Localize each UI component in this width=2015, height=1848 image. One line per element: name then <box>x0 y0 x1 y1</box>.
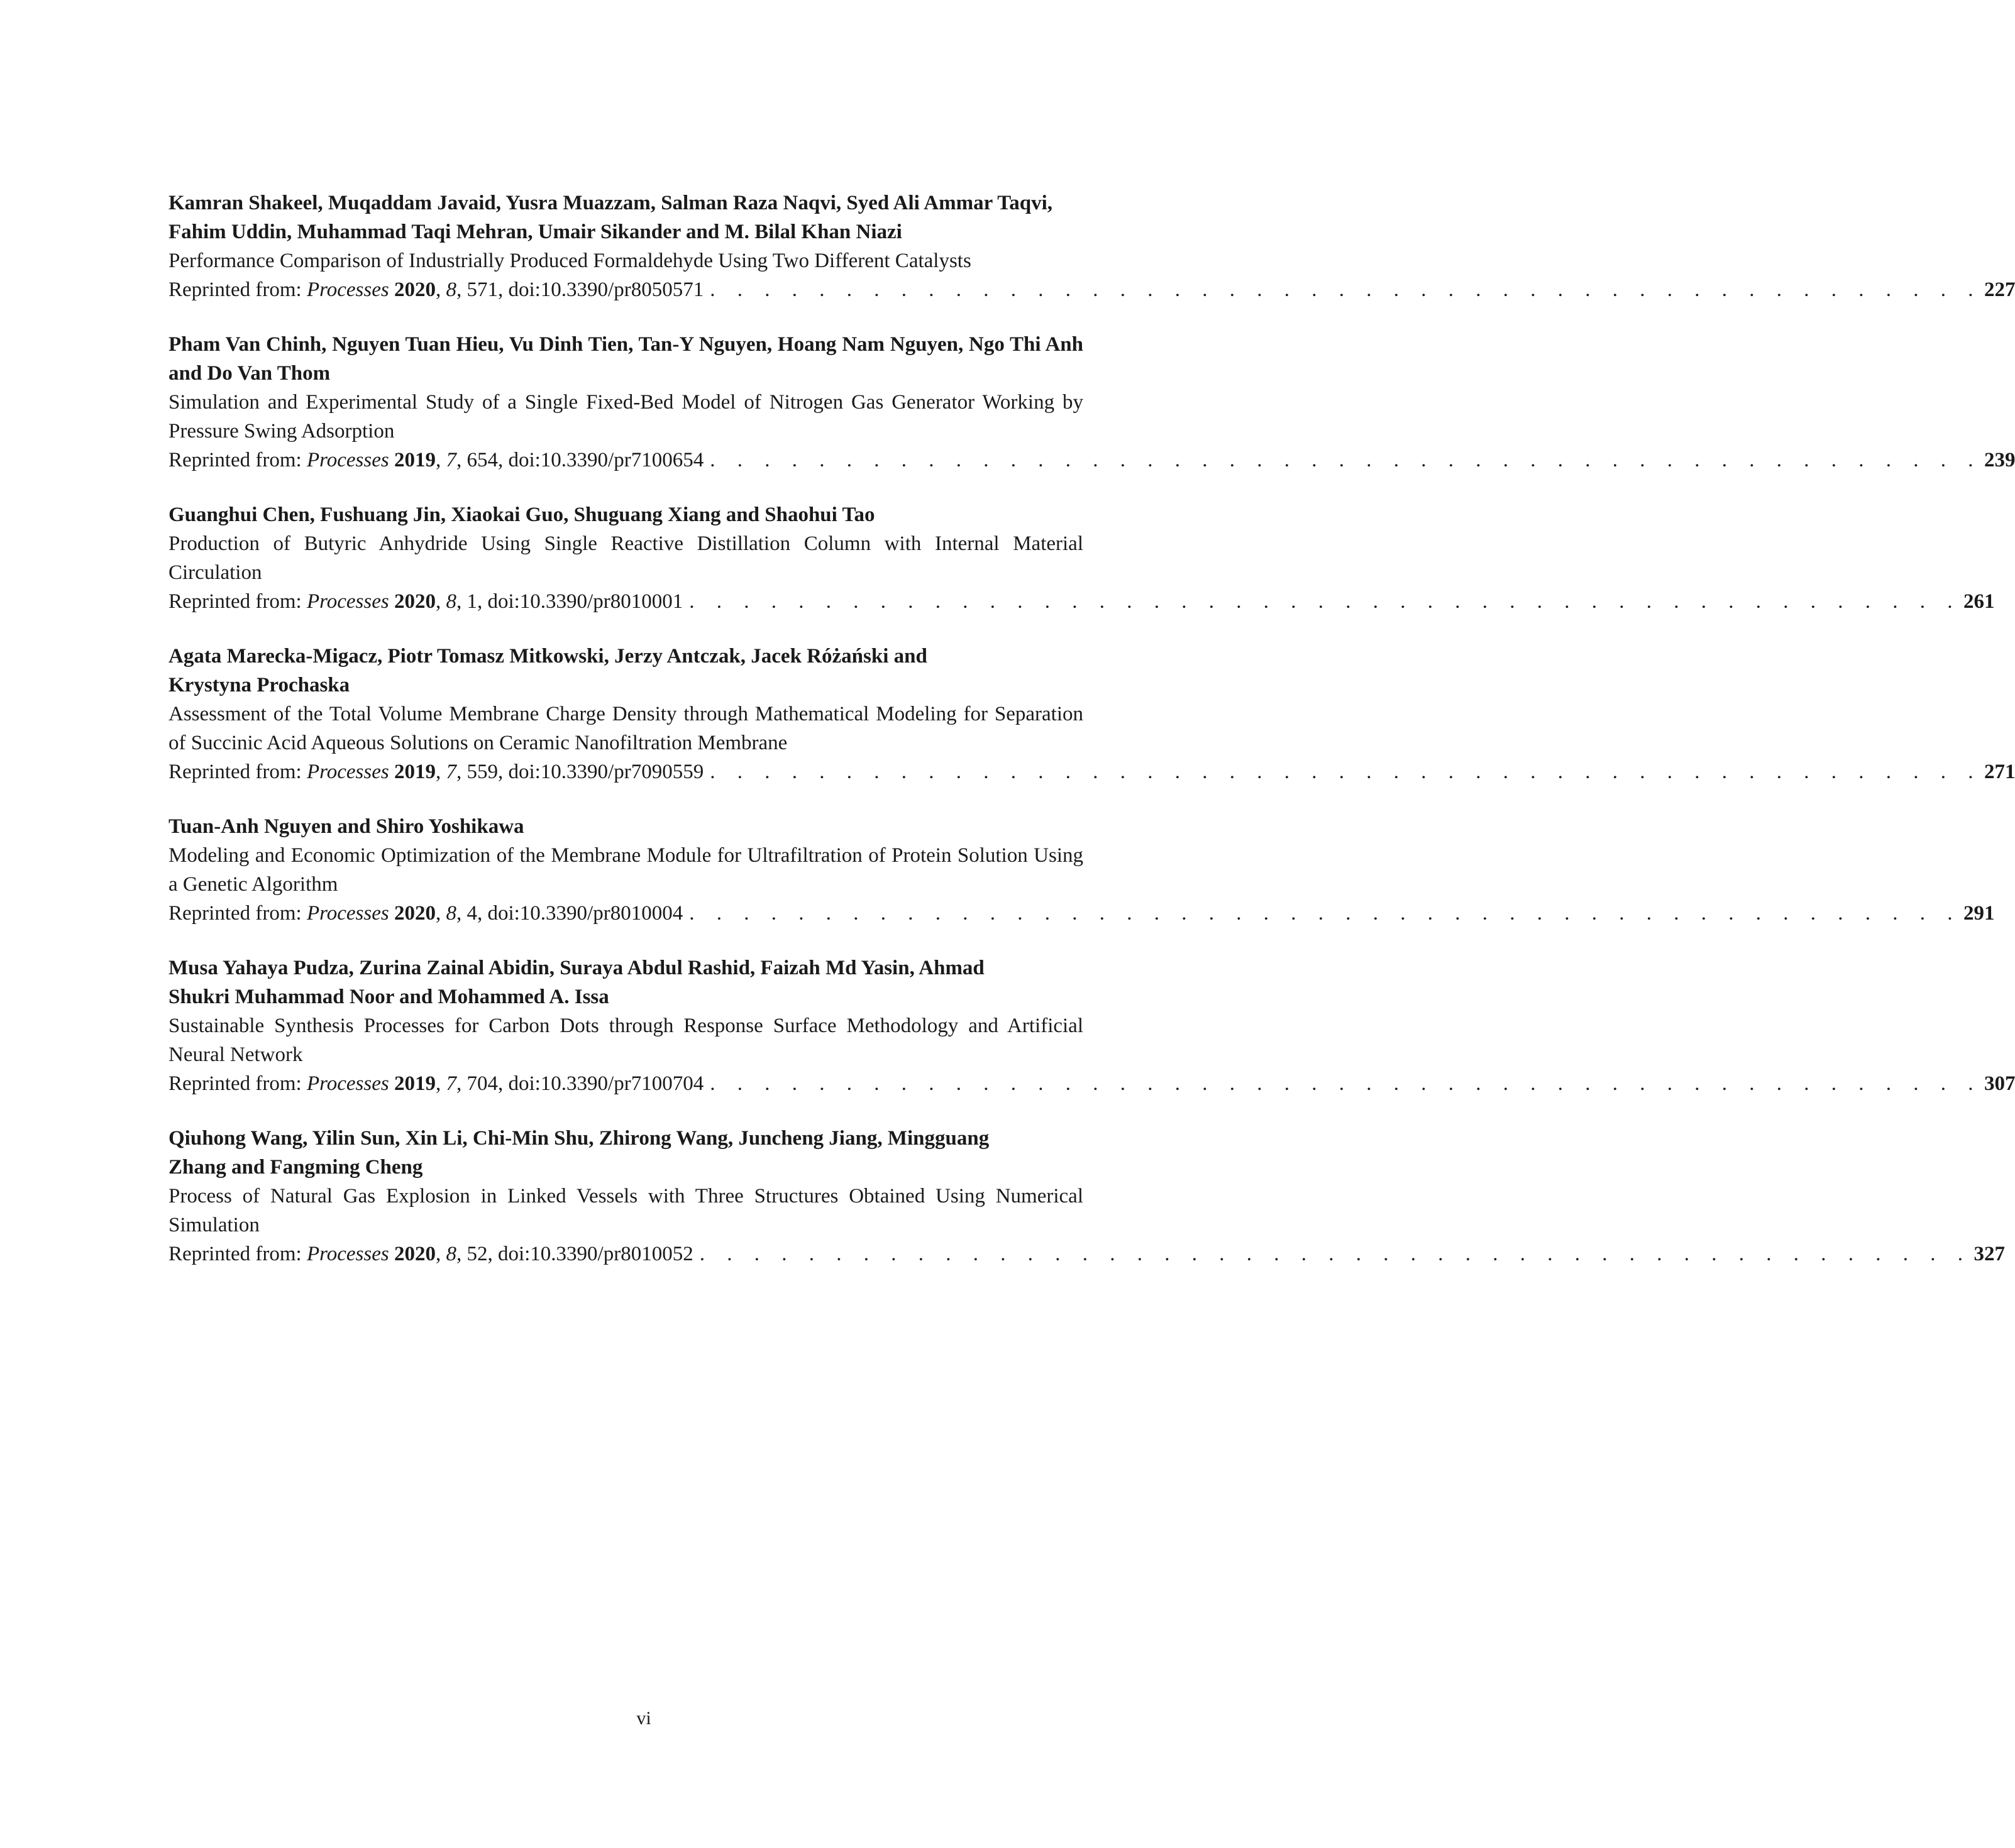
entry-title: Simulation and Experimental Study of a Single Fixed-Bed Model of Nitrogen Gas Generator Working by Pressure Swing Adsorption <box>168 391 1083 443</box>
citation-text: Reprinted from: Processes 2020, 8, 52, doi:10.3390/pr8010052 <box>168 1243 693 1265</box>
journal-year: 2020 <box>394 590 436 613</box>
dot-leader: . . . . . . . . . . . . . . . . . . . . . . . . . . . . . . . . . . . . . . . . . . . . . . . <box>689 590 1961 613</box>
dot-leader: . . . . . . . . . . . . . . . . . . . . . . . . . . . . . . . . . . . . . . . . . . . . . . . <box>710 1072 1982 1095</box>
toc-entry <box>168 189 2015 304</box>
doi-link[interactable]: doi:10.3390/pr8010001 <box>487 590 683 613</box>
toc-entry <box>168 954 2015 1098</box>
entry-citation <box>168 446 2015 475</box>
page-reference[interactable]: 327 <box>1974 1243 2005 1265</box>
page-reference[interactable]: 291 <box>1963 902 1995 925</box>
journal-volume: 7 <box>446 449 456 471</box>
toc-entry <box>168 642 2015 786</box>
entry-citation <box>168 899 1995 928</box>
journal-volume: 7 <box>446 1072 456 1095</box>
doi-link[interactable]: doi:10.3390/pr8050571 <box>508 278 704 301</box>
entry-authors: Pham Van Chinh, Nguyen Tuan Hieu, Vu Dinh Tien, Tan-Y Nguyen, Hoang Nam Nguyen, Ngo Thi Anh and Do Van Thom <box>168 333 1083 385</box>
citation-text: Reprinted from: Processes 2019, 7, 654, doi:10.3390/pr7100654 <box>168 449 704 471</box>
reprinted-from-label: Reprinted from: <box>168 761 302 783</box>
journal-year: 2020 <box>394 902 436 925</box>
doi-link[interactable]: doi:10.3390/pr7100704 <box>508 1072 704 1095</box>
journal-name: Processes <box>306 902 389 925</box>
entry-title: Sustainable Synthesis Processes for Carbon Dots through Response Surface Methodology and Artificial Neural Network <box>168 1015 1083 1066</box>
entry-authors: Kamran Shakeel, Muqaddam Javaid, Yusra Muazzam, Salman Raza Naqvi, Syed Ali Ammar Taqvi, Fahim Uddin, Muhammad Taqi Mehran, Umair Sikander and M. Bilal Khan Niazi <box>168 192 1053 243</box>
dot-leader: . . . . . . . . . . . . . . . . . . . . . . . . . . . . . . . . . . . . . . . . . . . . . . . <box>689 902 1961 925</box>
reprinted-from-label: Reprinted from: <box>168 278 302 301</box>
entry-title: Assessment of the Total Volume Membrane Charge Density through Mathematical Modeling for Separation of Succinic Acid Aqueous Solutions on Ceramic Nanofiltration Membrane <box>168 703 1083 754</box>
dot-leader: . . . . . . . . . . . . . . . . . . . . . . . . . . . . . . . . . . . . . . . . . . . . . . . <box>710 761 1982 783</box>
citation-text: Reprinted from: Processes 2020, 8, 1, doi:10.3390/pr8010001 <box>168 590 683 613</box>
entry-title: Performance Comparison of Industrially Produced Formaldehyde Using Two Different Catalysts <box>168 250 971 272</box>
journal-volume: 7 <box>446 761 456 783</box>
article-number: 654 <box>466 449 498 471</box>
dot-leader: . . . . . . . . . . . . . . . . . . . . . . . . . . . . . . . . . . . . . . . . . . . . . . . <box>710 449 1982 471</box>
journal-year: 2019 <box>394 1072 436 1095</box>
doi-link[interactable]: doi:10.3390/pr8010052 <box>497 1243 693 1265</box>
reprinted-from-label: Reprinted from: <box>168 1243 302 1265</box>
journal-name: Processes <box>306 1243 389 1265</box>
toc-entry <box>168 812 1995 928</box>
citation-text: Reprinted from: Processes 2020, 8, 571, doi:10.3390/pr8050571 <box>168 278 704 301</box>
table-of-contents <box>168 189 2015 1294</box>
journal-year: 2019 <box>394 449 436 471</box>
entry-title: Process of Natural Gas Explosion in Linked Vessels with Three Structures Obtained Using Numerical Simulation <box>168 1185 1083 1236</box>
entry-authors: Guanghui Chen, Fushuang Jin, Xiaokai Guo, Shuguang Xiang and Shaohui Tao <box>168 503 875 526</box>
toc-entry <box>168 500 1995 616</box>
article-number: 4 <box>466 902 477 925</box>
journal-name: Processes <box>306 590 389 613</box>
entry-citation <box>168 275 2015 304</box>
reprinted-from-label: Reprinted from: <box>168 902 302 925</box>
reprinted-from-label: Reprinted from: <box>168 1072 302 1095</box>
citation-text: Reprinted from: Processes 2020, 8, 4, doi:10.3390/pr8010004 <box>168 902 683 925</box>
entry-authors: Qiuhong Wang, Yilin Sun, Xin Li, Chi-Min Shu, Zhirong Wang, Juncheng Jiang, Mingguang Zhang and Fangming Cheng <box>168 1127 990 1179</box>
entry-citation <box>168 587 1995 616</box>
page-reference[interactable]: 239 <box>1984 449 2015 471</box>
journal-year: 2019 <box>394 761 436 783</box>
toc-entry <box>168 330 2015 475</box>
entry-citation <box>168 1069 2015 1098</box>
journal-name: Processes <box>306 1072 389 1095</box>
reprinted-from-label: Reprinted from: <box>168 449 302 471</box>
article-number: 559 <box>466 761 498 783</box>
journal-volume: 8 <box>446 590 456 613</box>
page-reference[interactable]: 307 <box>1984 1072 2015 1095</box>
dot-leader: . . . . . . . . . . . . . . . . . . . . . . . . . . . . . . . . . . . . . . . . . . . . . . . <box>699 1243 1972 1265</box>
citation-text: Reprinted from: Processes 2019, 7, 559, doi:10.3390/pr7090559 <box>168 761 704 783</box>
entry-title: Modeling and Economic Optimization of the Membrane Module for Ultrafiltration of Protein Solution Using a Genetic Algorithm <box>168 844 1083 896</box>
entry-citation <box>168 757 2015 786</box>
entry-authors: Agata Marecka-Migacz, Piotr Tomasz Mitkowski, Jerzy Antczak, Jacek Różański and Krystyna Prochaska <box>168 645 927 696</box>
doi-link[interactable]: doi:10.3390/pr7100654 <box>508 449 704 471</box>
article-number: 52 <box>466 1243 488 1265</box>
journal-volume: 8 <box>446 902 456 925</box>
journal-year: 2020 <box>394 1243 436 1265</box>
doi-link[interactable]: doi:10.3390/pr7090559 <box>508 761 704 783</box>
entry-authors: Musa Yahaya Pudza, Zurina Zainal Abidin, Suraya Abdul Rashid, Faizah Md Yasin, Ahmad Shukri Muhammad Noor and Mohammed A. Issa <box>168 957 985 1008</box>
journal-volume: 8 <box>446 1243 456 1265</box>
page-reference[interactable]: 271 <box>1984 761 2015 783</box>
journal-year: 2020 <box>394 278 436 301</box>
page-reference[interactable]: 227 <box>1984 278 2015 301</box>
journal-name: Processes <box>306 278 389 301</box>
entry-authors: Tuan-Anh Nguyen and Shiro Yoshikawa <box>168 815 524 838</box>
reprinted-from-label: Reprinted from: <box>168 590 302 613</box>
entry-title: Production of Butyric Anhydride Using Single Reactive Distillation Column with Internal Material Circulation <box>168 532 1083 584</box>
article-number: 571 <box>466 278 498 301</box>
doi-link[interactable]: doi:10.3390/pr8010004 <box>487 902 683 925</box>
page-number: vi <box>636 1708 651 1729</box>
page-reference[interactable]: 261 <box>1963 590 1995 613</box>
article-number: 1 <box>466 590 477 613</box>
journal-name: Processes <box>306 449 389 471</box>
entry-citation <box>168 1240 2005 1268</box>
journal-volume: 8 <box>446 278 456 301</box>
dot-leader: . . . . . . . . . . . . . . . . . . . . . . . . . . . . . . . . . . . . . . . . . . . . . . . <box>710 278 1982 301</box>
journal-name: Processes <box>306 761 389 783</box>
article-number: 704 <box>466 1072 498 1095</box>
toc-entry <box>168 1124 2005 1268</box>
citation-text: Reprinted from: Processes 2019, 7, 704, doi:10.3390/pr7100704 <box>168 1072 704 1095</box>
